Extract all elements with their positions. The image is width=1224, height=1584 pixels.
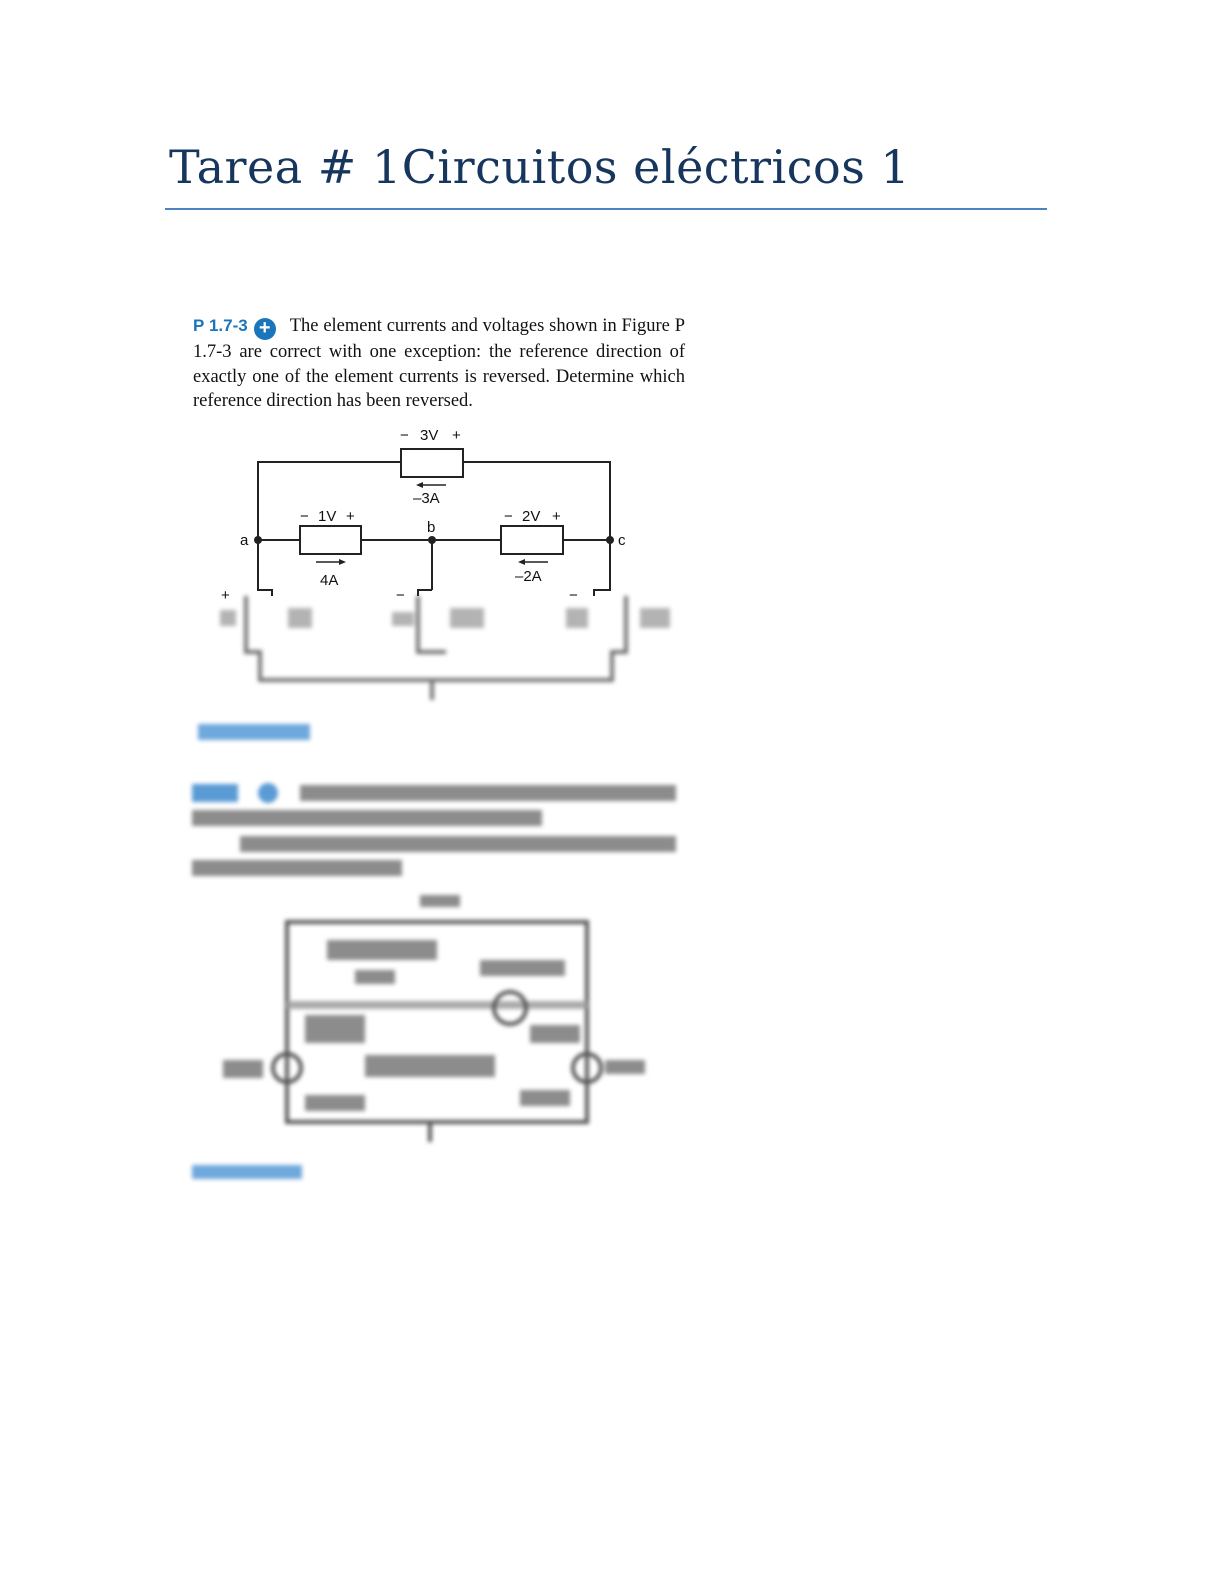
- left-voltage-plus: +: [346, 508, 355, 525]
- right-current-label: –2A: [515, 568, 542, 585]
- node-b-label: b: [427, 519, 436, 536]
- problem-1-number: P 1.7-3: [193, 316, 248, 335]
- title-underline: [165, 208, 1047, 210]
- left-current-arrowhead-icon: [339, 559, 346, 565]
- left-current-label: 4A: [320, 572, 339, 589]
- node-c-dot: [606, 536, 614, 544]
- top-current-arrowhead-icon: [416, 482, 423, 488]
- left-voltage-value: 1V: [318, 508, 337, 525]
- problem-1-text: [193, 314, 685, 414]
- node-a-label: a: [240, 532, 249, 549]
- problem-1-statement: The element currents and voltages shown in Figure P 1.7-3 are correct with one exception: the reference direction of exactly one of the element currents is reversed. Determine which reference direction has been reversed.: [193, 316, 685, 411]
- right-voltage-value: 2V: [522, 508, 541, 525]
- lower-mid-polarity: −: [396, 587, 405, 604]
- resistor-left: [300, 526, 361, 554]
- plus-circle-icon: +: [254, 318, 276, 340]
- lower-left-polarity: +: [221, 587, 230, 604]
- lower-right-polarity: −: [569, 587, 578, 604]
- blurred-lower-circuit: [220, 596, 670, 700]
- blurred-second-circuit-figure: [215, 890, 655, 1150]
- blurred-next-problem-text: [190, 780, 685, 880]
- document-title: Tarea # 1Circuitos eléctricos 1: [169, 140, 911, 194]
- right-voltage-plus: +: [552, 508, 561, 525]
- blurred-figure-caption-2: [188, 1160, 308, 1184]
- node-b-dot: [428, 536, 436, 544]
- node-c-label: c: [618, 532, 626, 549]
- top-voltage-value: 3V: [420, 427, 439, 444]
- blurred-figure-caption-1: [196, 720, 316, 744]
- circuit-figure-p1-7-3: [200, 420, 680, 720]
- right-current-arrowhead-icon: [518, 559, 525, 565]
- top-voltage-minus: −: [400, 427, 409, 444]
- top-voltage-plus: +: [452, 427, 461, 444]
- resistor-top: [401, 449, 463, 477]
- top-current-label: –3A: [413, 490, 440, 507]
- resistor-right: [501, 526, 563, 554]
- left-voltage-minus: −: [300, 508, 309, 525]
- node-a-dot: [254, 536, 262, 544]
- right-voltage-minus: −: [504, 508, 513, 525]
